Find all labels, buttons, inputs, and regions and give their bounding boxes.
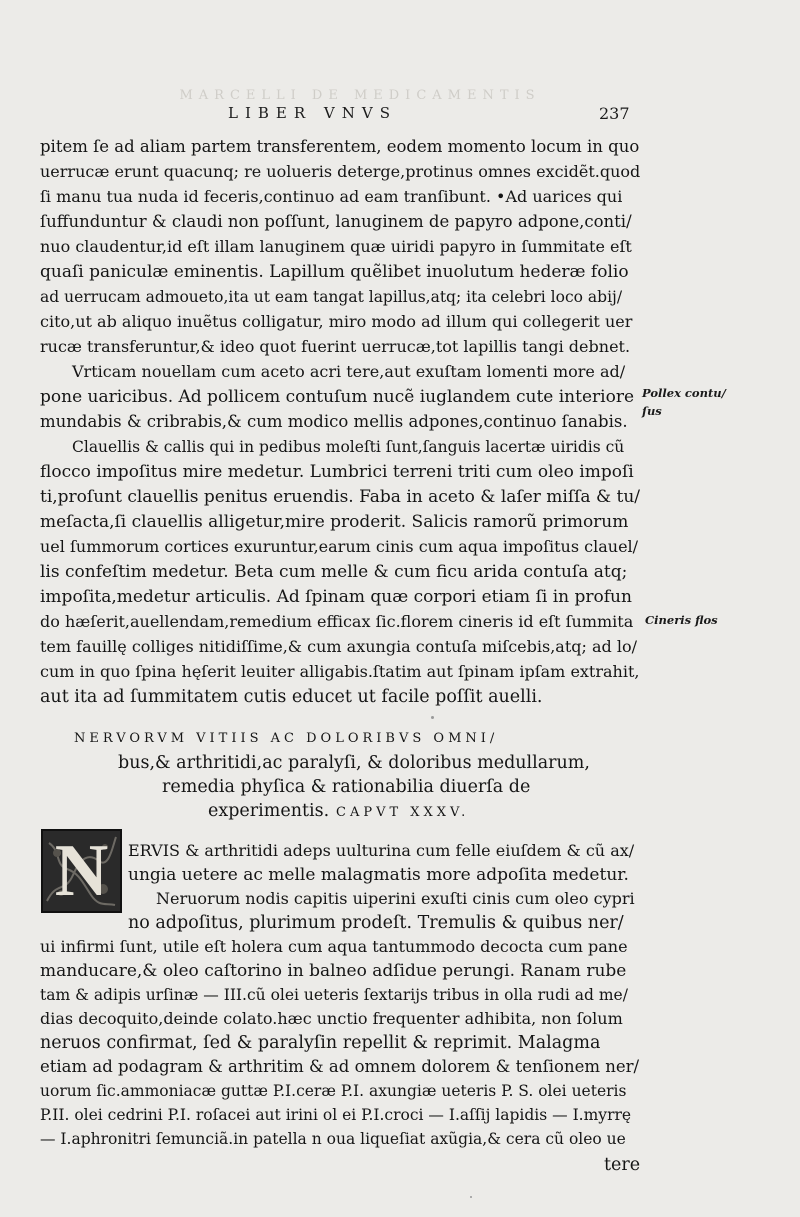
body-line: ſuffunduntur & claudi non poſſunt, lanuginem de papyro adpone,conti/ [40,212,632,231]
body-line: impoſita,medetur articulis. Ad ſpinam quæ corpori etiam ſi in profun [40,587,632,607]
margin-note-pollex-cont: ſus [642,404,662,418]
body-line: Vrticam nouellam cum aceto acri tere,aut exuſtam lomenti more ad/ [72,362,626,381]
body-line: ti,proſunt clauellis penitus eruendis. Faba in aceto & laſer miſſa & tu/ [40,487,641,507]
chapter-line: ungia uetere ac melle malagmatis more adpoſita medetur. [128,865,629,885]
catchword: tere [604,1155,641,1175]
body-line: meſacta,ſi clauellis alligetur,mire proderit. Salicis ramorũ primorum [40,512,629,532]
body-line: cum in quo ſpina hęſerit leuiter alligabis.ſtatim aut ſpinam ipſam extrahit, [40,662,640,681]
chapter-line: dias decoquito,deinde colato.hæc unctio frequenter adhibita, non ſolum [40,1009,623,1028]
chapter-line: manducare,& oleo caſtorino in balneo adſidue perungi. Ranam rube [40,961,627,981]
body-line: cito,ut ab aliquo inuẽtus colligatur, miro modo ad illum qui collegerit uer [40,312,633,331]
body-line: do hæſerit,auellendam,remedium efficax ſic.florem cineris id eſt ſummita [40,612,634,631]
body-line: nuo claudentur,id eſt illam lanuginem quæ uiridi papyro in ſummitate eſt [40,237,632,256]
chapter-heading-line: NERVORVM VITIIS AC DOLORIBVS OMNI/ [74,731,499,746]
chapter-line: ui infirmi ſunt, utile eſt holera cum aqua tantummodo decocta cum pane [40,937,628,956]
body-line: mundabis & cribrabis,& cum modico mellis adpones,continuo ſanabis. [40,412,628,431]
bleed-through-text: MARCELLI DE MEDICAMENTIS [179,88,541,103]
body-line: aut ita ad ſummitatem cutis educet ut facile poſſit auelli. [40,687,543,707]
body-line: uerrucæ erunt quacunq; re uolueris deterge,protinus omnes excidẽt.quod [40,162,641,181]
chapter-line: ERVIS & arthritidi adeps uulturina cum felle eiuſdem & cũ ax/ [128,841,635,860]
page-number: 237 [599,104,630,123]
chapter-line: tam & adipis urſinæ — III.cũ olei ueteris ſextarijs tribus in olla rudi ad me/ [40,986,628,1004]
margin-note-pollex: Pollex contu/ [642,386,726,400]
body-line: lis confeſtim medetur. Beta cum melle & cum ficu arida contuſa atq; [40,562,628,582]
body-line: rucæ transferuntur,& ideo quot fuerint uerrucæ,tot lapillis tangi debnet. [40,337,631,356]
chapter-line: — I.aphronitri ſemunciã.in patella n oua liqueſiat axũgia,& cera cũ oleo ue [40,1130,626,1148]
chapter-line: P.II. olei cedrini P.I. roſacei aut irini ol ei P.I.croci — I.aſſij lapidis — I.myrrę [40,1106,632,1124]
chapter-heading-line: remedia phyſica & rationabilia diuerſa de [162,777,531,797]
body-line: pitem ſe ad aliam partem transferentem, eodem momento locum in quo [40,137,640,156]
body-line: Clauellis & callis qui in pedibus moleſti ſunt,ſanguis lacertæ uiridis cũ [72,438,625,456]
body-line: ad uerrucam admoueto,ita ut eam tangat lapillus,atq; ita celebri loco abij/ [40,288,623,306]
chapter-heading-line: experimentis. [208,801,330,821]
chapter-heading-line: bus,& arthritidi,ac paralyſi, & doloribus medullarum, [118,753,590,773]
body-line: tem fauillę colliges nitidiſſime,& cum axungia contuſa miſcebis,atq; ad lo/ [40,637,637,656]
body-line: ſi manu tua nuda id feceris,continuo ad eam tranſibunt. •Ad uarices qui [40,187,623,206]
running-title: LIBER VNVS [228,104,397,122]
chapter-line: neruos confirmat, ſed & paralyſin repellit & reprimit. Malagma [40,1033,601,1053]
chapter-line: no adpoſitus, plurimum prodeſt. Tremulis & quibus ner/ [128,913,624,933]
ink-speck [470,1196,472,1198]
initial-letter: N [54,830,109,912]
chapter-number: CAPVT XXXV. [336,805,470,820]
ink-speck [431,716,434,719]
margin-note-cineris: Cineris flos [645,613,718,627]
chapter-line: etiam ad podagram & arthritim & ad omnem dolorem & tenſionem ner/ [40,1057,640,1076]
decorated-initial [41,829,122,913]
body-line: quaſi paniculæ eminentis. Lapillum quẽlibet inuolutum hederæ folio [40,262,629,282]
body-line: flocco impoſitus mire medetur. Lumbrici terreni triti cum oleo impoſi [40,462,634,482]
chapter-line: Neruorum nodis capitis uiperini exuſti cinis cum oleo cypri [156,889,635,908]
body-line: pone uaricibus. Ad pollicem contuſum nucẽ iuglandem cute interiore [40,387,635,407]
chapter-line: uorum ſic.ammoniacæ guttæ P.I.ceræ P.I. axungiæ ueteris P. S. olei ueteris [40,1082,627,1100]
body-line: uel ſummorum cortices exuruntur,earum cinis cum aqua impoſitus clauel/ [40,537,639,556]
